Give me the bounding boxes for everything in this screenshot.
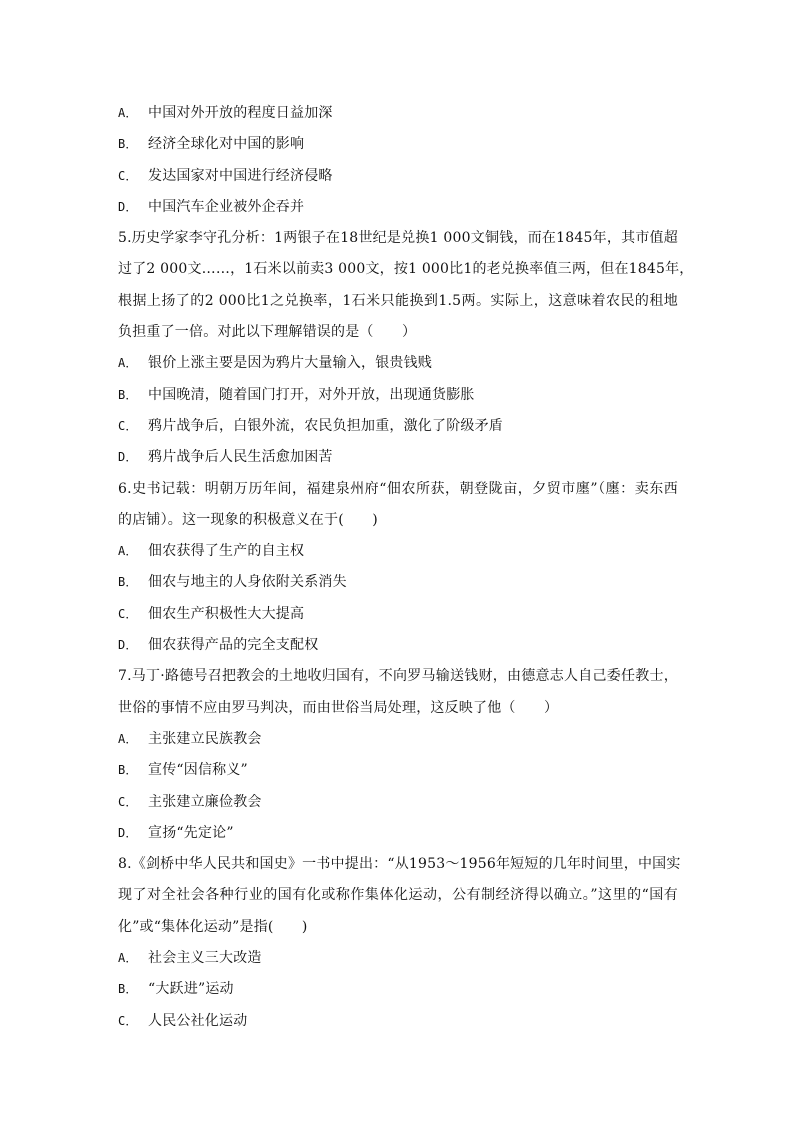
option-b bbox=[118, 129, 678, 160]
option-text: 鸦片战争后人民生活愈加困苦 bbox=[148, 449, 333, 466]
option-text: 社会主义三大改造 bbox=[148, 950, 262, 967]
option-letter: B． bbox=[118, 763, 138, 778]
option-text: 主张建立民族教会 bbox=[148, 730, 262, 747]
option-text: 宣扬“先定论” bbox=[148, 824, 234, 841]
option-text: 宣传“因信称义” bbox=[148, 762, 248, 779]
option-text: 佃农与地主的人身依附关系消失 bbox=[148, 574, 347, 591]
option-d bbox=[118, 192, 678, 223]
question-stem-line: 5.历史学家李守孔分析：1两银子在18世纪是兑换1 000文铜钱，而在1845年，其市值超 bbox=[118, 230, 678, 247]
question-stem-line: 现了对全社会各种行业的国有化或称作集体化运动，公有制经济得以确立。”这里的“国有 bbox=[118, 887, 678, 904]
option-letter: C． bbox=[118, 168, 138, 183]
option-letter: A． bbox=[118, 544, 138, 559]
option-letter: B． bbox=[118, 387, 138, 402]
question-stem-line: 过了2 000文……，1石米以前卖3 000文，按1 000比1的老兑换率值三两，但在1845年， bbox=[118, 261, 694, 278]
option-c bbox=[118, 161, 678, 192]
option-d bbox=[118, 630, 678, 661]
question-stem-line: 8.《剑桥中华人民共和国史》一书中提出：“从1953～1956年短短的几年时间里，中国实 bbox=[118, 856, 681, 873]
option-letter: B． bbox=[118, 575, 138, 590]
option-a bbox=[118, 536, 678, 567]
option-a bbox=[118, 348, 678, 379]
option-a bbox=[118, 98, 678, 129]
option-text: 发达国家对中国进行经济侵略 bbox=[148, 167, 333, 184]
option-letter: C． bbox=[118, 1013, 138, 1028]
option-text: 中国对外开放的程度日益加深 bbox=[148, 105, 333, 121]
option-text: 经济全球化对中国的影响 bbox=[148, 136, 305, 153]
option-a bbox=[118, 943, 678, 974]
option-text: 银价上涨主要是因为鸦片大量输入，银贵钱贱 bbox=[148, 355, 432, 372]
option-b bbox=[118, 974, 678, 1005]
option-letter: A． bbox=[118, 356, 138, 371]
option-letter: A． bbox=[118, 106, 138, 120]
question-stem-line: 负担重了一倍。对此以下理解错误的是（ ） bbox=[118, 324, 417, 341]
option-b bbox=[118, 755, 678, 786]
option-text: 中国汽车企业被外企吞并 bbox=[148, 198, 305, 215]
option-b bbox=[118, 380, 678, 411]
option-d bbox=[118, 442, 678, 473]
option-letter: A． bbox=[118, 731, 138, 746]
option-text: 佃农生产积极性大大提高 bbox=[148, 605, 305, 622]
option-letter: D． bbox=[118, 450, 138, 465]
question-stem-line: 的店铺）。这一现象的积极意义在于( ) bbox=[118, 511, 378, 528]
q4-options bbox=[118, 98, 678, 223]
option-letter: D． bbox=[118, 638, 138, 653]
option-letter: B． bbox=[118, 982, 138, 997]
question-stem-line: 7.马丁·路德号召把教会的土地收归国有，不向罗马输送钱财，由德意志人自己委任教士， bbox=[118, 668, 678, 685]
option-letter: C． bbox=[118, 418, 138, 433]
question-stem-line: 世俗的事情不应由罗马判决，而由世俗当局处理，这反映了他（ ） bbox=[118, 699, 559, 716]
option-text: 主张建立廉俭教会 bbox=[148, 793, 262, 810]
option-letter: C． bbox=[118, 606, 138, 621]
question-stem-line: 化”或“集体化运动”是指( ) bbox=[118, 918, 308, 935]
option-c bbox=[118, 411, 678, 442]
option-c bbox=[118, 1006, 678, 1037]
option-text: 佃农获得了生产的自主权 bbox=[148, 543, 305, 560]
option-text: 佃农获得产品的完全支配权 bbox=[148, 637, 319, 654]
option-letter: D． bbox=[118, 825, 138, 840]
question-6 bbox=[118, 474, 678, 662]
option-d bbox=[118, 818, 678, 849]
document-content bbox=[118, 98, 694, 1037]
option-c bbox=[118, 599, 678, 630]
option-text: “大跃进”运动 bbox=[148, 981, 234, 998]
question-stem-line: 6.史书记载：明朝万历年间，福建泉州府“佃农所获，朝登陇亩，夕贸市廛”（廛：卖东西 bbox=[118, 480, 678, 497]
option-letter: D． bbox=[118, 199, 138, 214]
option-text: 人民公社化运动 bbox=[148, 1012, 248, 1029]
question-7 bbox=[118, 661, 678, 849]
option-text: 鸦片战争后，白银外流，农民负担加重，激化了阶级矛盾 bbox=[148, 417, 503, 434]
option-text: 中国晚清，随着国门打开，对外开放，出现通货膨胀 bbox=[148, 386, 475, 403]
option-b bbox=[118, 567, 678, 598]
option-a bbox=[118, 724, 678, 755]
option-c bbox=[118, 787, 678, 818]
question-8 bbox=[118, 849, 681, 1037]
question-stem-line: 根据上扬了的2 000比1之兑换率，1石米只能换到1.5两。实际上，这意味着农民的租地 bbox=[118, 292, 678, 309]
option-letter: C． bbox=[118, 794, 138, 809]
question-5 bbox=[118, 223, 694, 473]
option-letter: B． bbox=[118, 137, 138, 152]
option-letter: A． bbox=[118, 951, 138, 966]
